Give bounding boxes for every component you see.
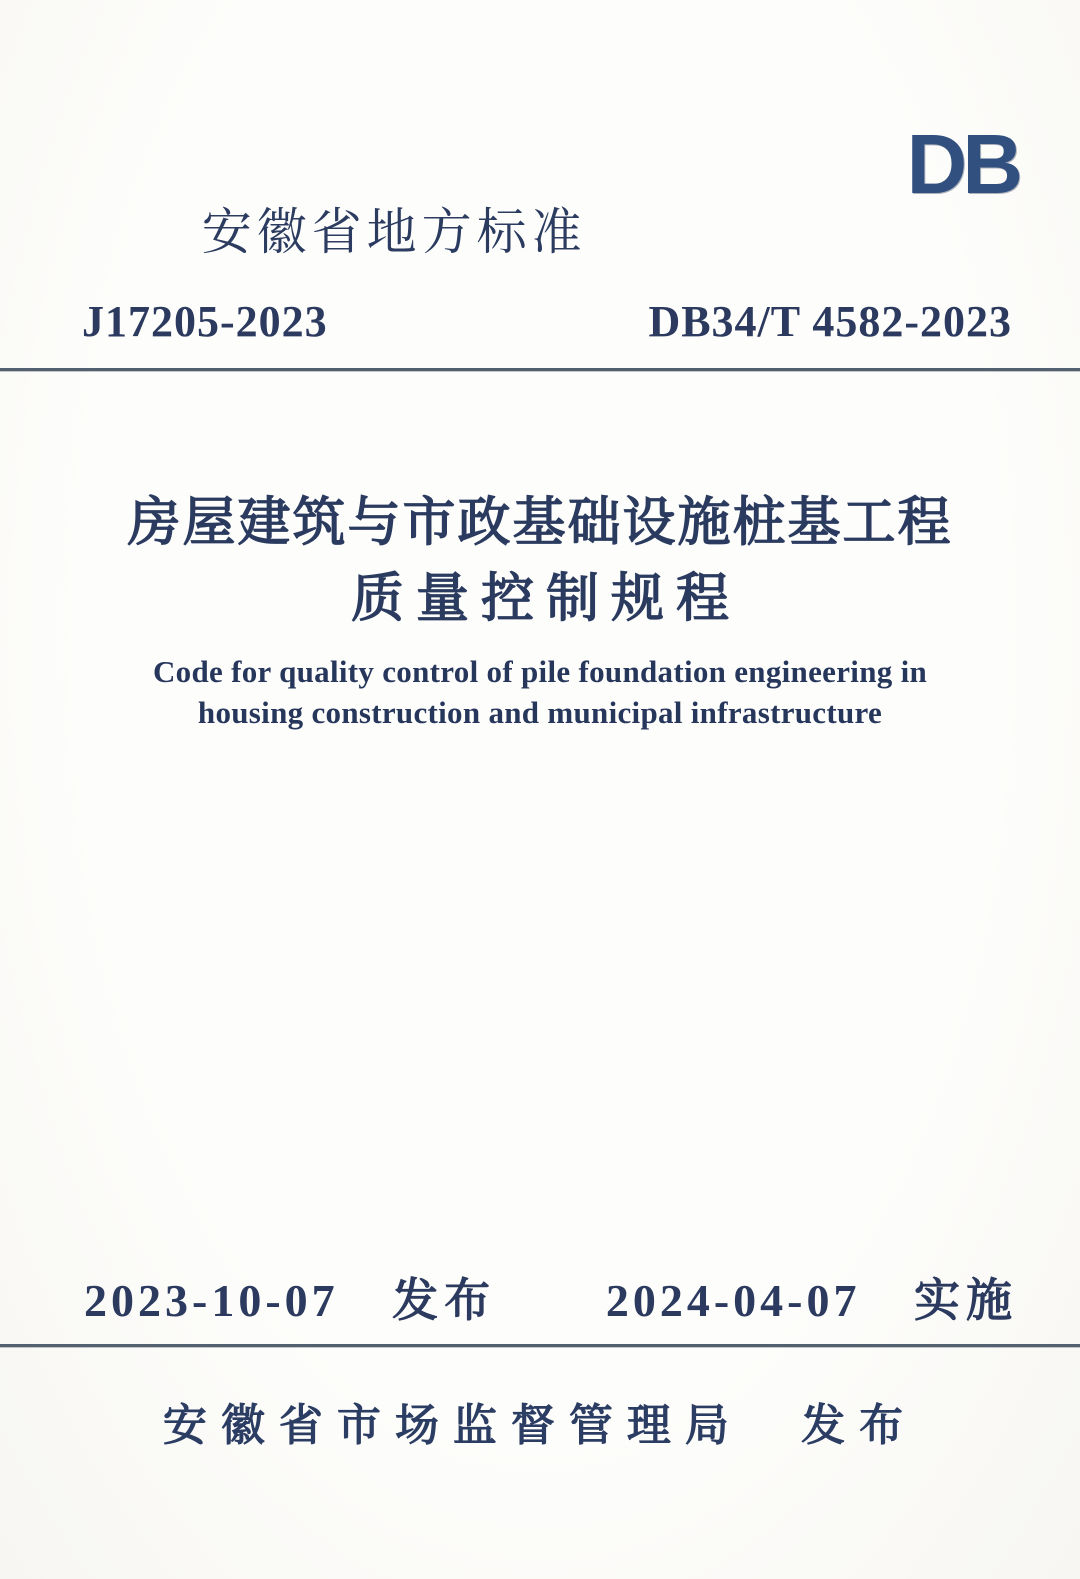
- dates-row: [84, 1276, 1018, 1327]
- implement-date: 2024-04-07: [605, 1275, 861, 1326]
- top-divider: [0, 368, 1080, 371]
- issue-date-group: [84, 1276, 496, 1327]
- document-title-line1: 房屋建筑与市政基础设施桩基工程: [127, 494, 953, 552]
- publisher-row: [0, 1402, 1080, 1450]
- standard-type-heading: 安徽省地方标准: [201, 204, 587, 260]
- document-title-line2: 质量控制规程: [351, 570, 741, 628]
- db-logo: DB: [906, 117, 1018, 211]
- implement-date-group: [606, 1276, 1018, 1327]
- document-title-english-line2: housing construction and municipal infrastructure: [197, 695, 883, 730]
- bottom-divider: [0, 1344, 1080, 1347]
- publisher-name: 安徽省市场监督管理局: [162, 1401, 743, 1450]
- record-code: J17205-2023: [82, 297, 328, 346]
- publisher-action-label: 发布: [801, 1401, 918, 1450]
- codes-row: [82, 298, 1012, 346]
- document-title-english-line1: Code for quality control of pile foundation engineering in: [152, 654, 928, 689]
- standard-code: DB34/T 4582-2023: [648, 297, 1012, 346]
- issue-date: 2023-10-07: [84, 1275, 339, 1326]
- issue-label: 发布: [392, 1275, 497, 1326]
- implement-label: 实施: [914, 1275, 1018, 1326]
- document-title-english: [0, 651, 1080, 733]
